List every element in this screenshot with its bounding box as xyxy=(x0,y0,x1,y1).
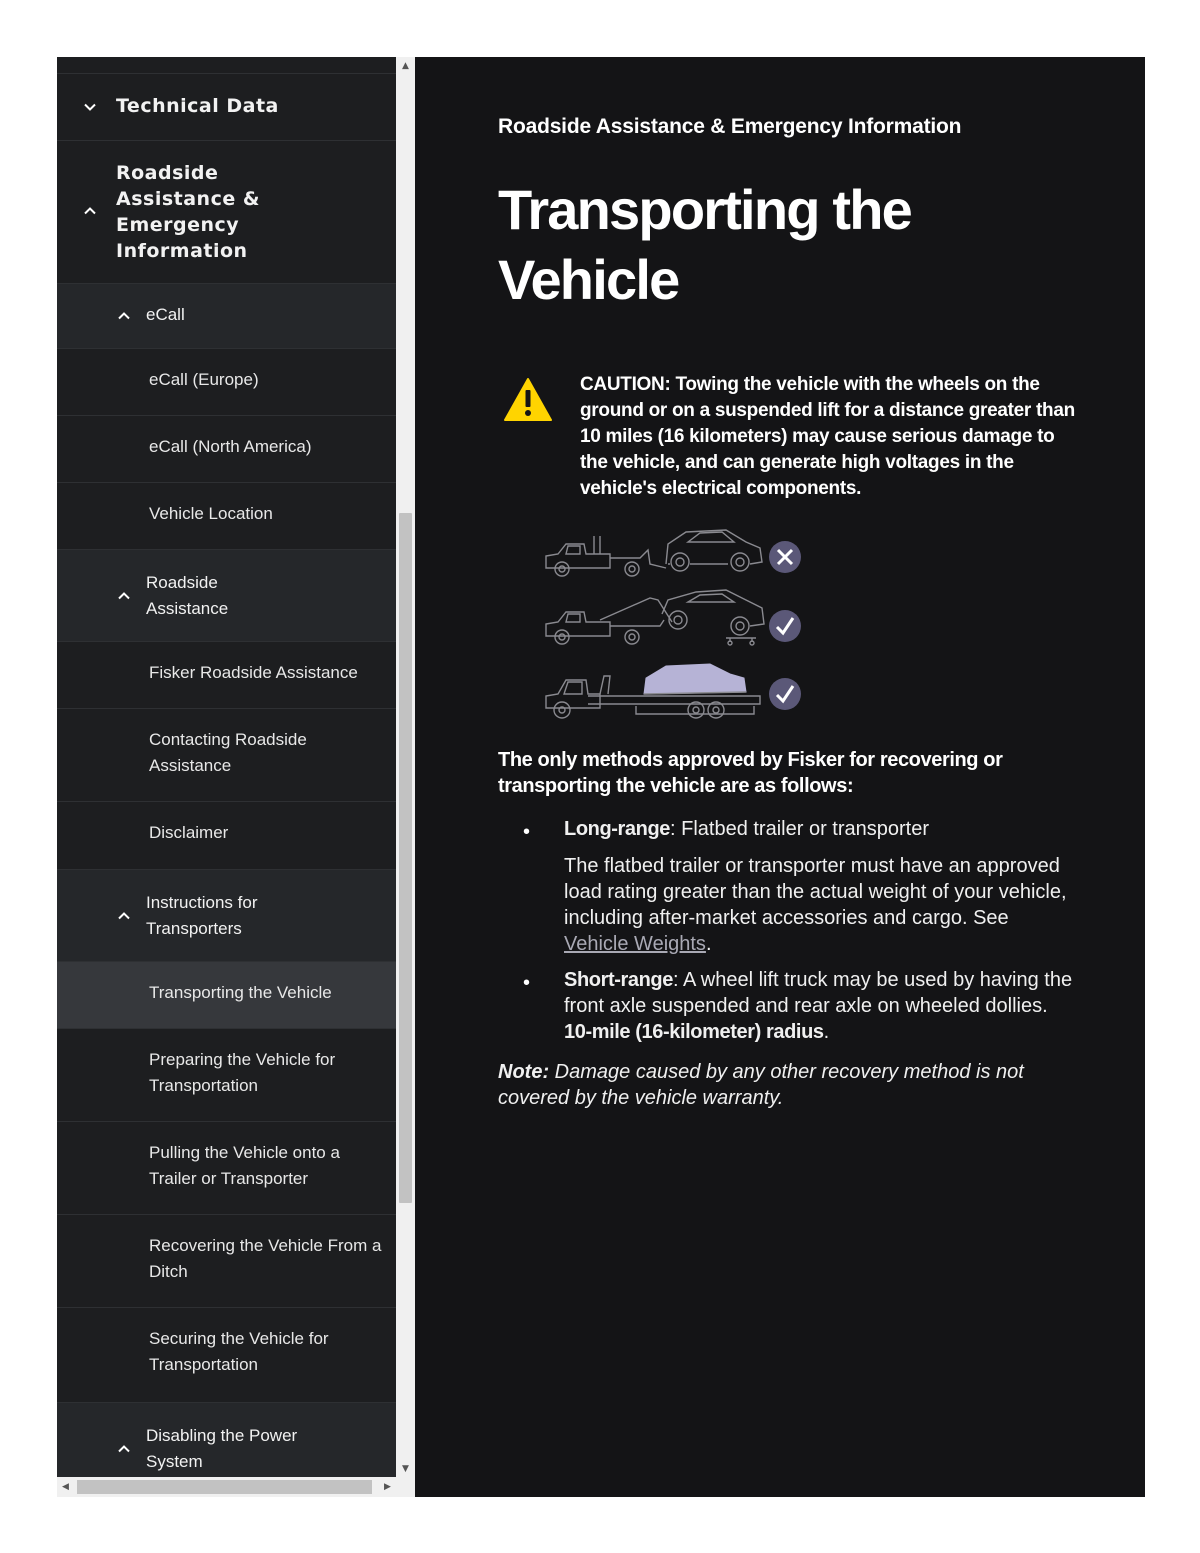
vehicle-weights-link[interactable]: Vehicle Weights xyxy=(564,933,706,955)
scrollbar-thumb[interactable] xyxy=(399,513,412,1203)
content-panel xyxy=(415,57,1145,1497)
sidebar-item-label: Securing the Vehicle for Transportation xyxy=(149,1329,329,1374)
bullet-term: Short-range xyxy=(564,969,673,991)
chevron-up-icon xyxy=(117,309,131,323)
bullet-end: . xyxy=(823,1021,830,1043)
bullet-short-range xyxy=(564,967,1074,1045)
sidebar-item-technical-data[interactable] xyxy=(57,73,396,140)
sidebar-item-previous[interactable] xyxy=(57,57,396,73)
sidebar-item-label: eCall (North America) xyxy=(149,437,312,456)
scroll-left-arrow-icon[interactable]: ◀ xyxy=(62,1482,69,1492)
sidebar-item-label: Roadside Assistance & Emergency Information xyxy=(116,162,260,262)
sidebar-item-instructions-transporters[interactable] xyxy=(57,869,396,961)
note-text: Damage caused by any other recovery method is not covered by the vehicle warranty. xyxy=(498,1061,1024,1109)
sidebar-item-preparing-vehicle[interactable] xyxy=(57,1028,396,1121)
x-icon xyxy=(769,541,801,573)
tow-truck-illustration xyxy=(546,536,666,576)
sidebar-item-recovering-vehicle[interactable] xyxy=(57,1214,396,1307)
page-title: Transporting the Vehicle xyxy=(498,178,911,311)
bullet-term: Long-range xyxy=(564,818,670,840)
sidebar-item-ecall[interactable] xyxy=(57,283,396,348)
scrollbar-thumb[interactable] xyxy=(77,1480,372,1494)
sidebar-item-label: Disclaimer xyxy=(149,823,229,842)
check-icon xyxy=(769,678,801,710)
sidebar-horizontal-scrollbar[interactable] xyxy=(57,1477,396,1497)
caution-message: CAUTION: Towing the vehicle with the wheels on the ground or on a suspended lift for a distance greater than 10 miles (16 kilometers) may cause serious damage to the vehicle, and can generate high voltages in the vehicle's electrical components. xyxy=(580,374,1075,499)
intro-paragraph: The only methods approved by Fisker for recovering or transporting the vehicle are as follows: xyxy=(498,749,1003,797)
sidebar-item-vehicle-location[interactable] xyxy=(57,482,396,549)
check-icon xyxy=(769,610,801,642)
sidebar-item-disclaimer[interactable] xyxy=(57,801,396,869)
bullet-long-range-detail xyxy=(564,853,1074,957)
sidebar-nav xyxy=(57,57,396,1477)
towing-methods-illustration xyxy=(540,522,810,742)
sidebar-item-label: eCall (Europe) xyxy=(149,370,259,389)
bullet-long-range xyxy=(564,816,1074,842)
sidebar-item-label: eCall xyxy=(146,305,185,324)
sidebar-item-label: Recovering the Vehicle From a Ditch xyxy=(149,1236,382,1281)
chevron-up-icon xyxy=(117,909,131,923)
sidebar-item-contacting-roadside[interactable] xyxy=(57,708,396,801)
sidebar-item-securing-vehicle[interactable] xyxy=(57,1307,396,1402)
sidebar-item-fisker-roadside-assistance[interactable] xyxy=(57,641,396,708)
note-label: Note: xyxy=(498,1061,550,1083)
sidebar-item-label: Disabling the Power System xyxy=(146,1426,298,1471)
breadcrumb: Roadside Assistance & Emergency Information xyxy=(498,115,962,138)
sidebar-item-label: Instructions for Transporters xyxy=(146,893,258,938)
sidebar-item-ecall-north-america[interactable] xyxy=(57,415,396,482)
scroll-down-arrow-icon[interactable]: ▼ xyxy=(402,1463,409,1474)
scroll-right-arrow-icon[interactable]: ▶ xyxy=(384,1482,391,1492)
bullet-text: : Flatbed trailer or transporter xyxy=(670,818,929,840)
bullet-detail-end: . xyxy=(705,933,712,955)
sidebar-item-label: Transporting the Vehicle xyxy=(149,983,332,1002)
bullet-emphasis: 10-mile (16-kilometer) radius xyxy=(564,1021,824,1043)
warning-triangle-icon xyxy=(503,377,553,428)
sidebar-item-label: Pulling the Vehicle onto a Trailer or Transporter xyxy=(149,1143,340,1188)
scrollbar-corner xyxy=(396,1477,415,1497)
sidebar-item-transporting-vehicle[interactable] xyxy=(57,961,396,1028)
warranty-note xyxy=(498,1059,1068,1111)
car-illustration xyxy=(666,530,762,571)
bullet-text: : A wheel lift truck may be used by having the front axle suspended and rear axle on wheeled dollies. xyxy=(564,969,1073,1017)
sidebar-item-label: Preparing the Vehicle for Transportation xyxy=(149,1050,336,1095)
bullet-marker: • xyxy=(523,821,531,843)
sidebar-item-label: Vehicle Location xyxy=(149,504,273,523)
chevron-up-icon xyxy=(117,1442,131,1456)
scroll-up-arrow-icon[interactable]: ▲ xyxy=(402,60,409,71)
sidebar-item-disabling-power[interactable] xyxy=(57,1402,396,1477)
sidebar-item-roadside-emergency[interactable] xyxy=(57,140,396,283)
sidebar-item-roadside-assistance[interactable] xyxy=(57,549,396,641)
sidebar-item-ecall-europe[interactable] xyxy=(57,348,396,415)
sidebar-item-label: Roadside Assistance xyxy=(146,573,229,618)
sidebar-item-label: Technical Data xyxy=(116,95,279,117)
chevron-down-icon xyxy=(83,100,97,114)
bullet-detail: The flatbed trailer or transporter must have an approved load rating greater than the actual weight of your vehicle, including after-market accessories and cargo. See xyxy=(564,855,1067,929)
bullet-marker: • xyxy=(523,972,531,994)
sidebar-item-label: Fisker Roadside Assistance xyxy=(149,663,358,682)
sidebar-item-label: Contacting Roadside Assistance xyxy=(149,730,307,775)
chevron-up-icon xyxy=(117,589,131,603)
chevron-up-icon xyxy=(83,204,97,218)
sidebar-vertical-scrollbar[interactable] xyxy=(396,57,415,1477)
sidebar-item-pulling-vehicle[interactable] xyxy=(57,1121,396,1214)
